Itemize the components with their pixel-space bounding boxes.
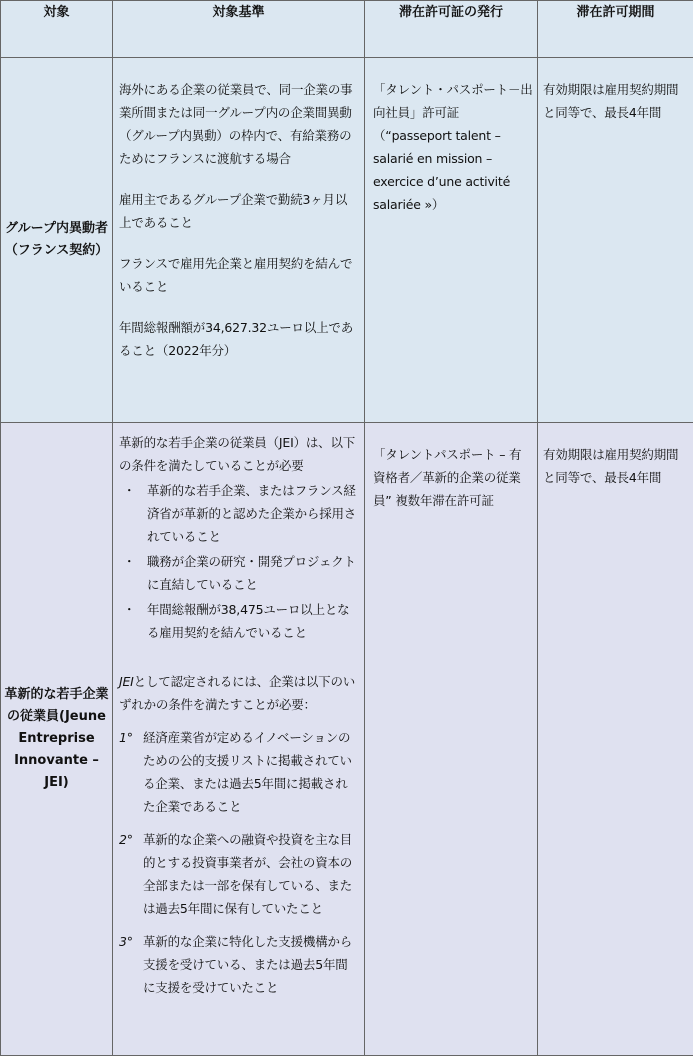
criteria-cell <box>113 58 365 423</box>
period-cell <box>538 58 693 423</box>
target-label: グループ内異動者 <box>3 218 110 240</box>
permit-cell <box>365 423 538 1056</box>
criteria-paragraph: 年間総報酬額が34,627.32ユーロ以上であること（2022年分） <box>119 316 358 362</box>
permit-cell <box>365 58 538 423</box>
list-item <box>119 550 358 596</box>
numbered-item-text: 経済産業省が定めるイノベーションのための公的支援リストに掲載されている企業、または過去5年間に掲載された企業であること <box>143 726 358 818</box>
list-item-text: 職務が企業の研究・開発プロジェクトに直結していること <box>147 550 358 596</box>
bullet-marker: ・ <box>119 598 147 644</box>
criteria-intro: 革新的な若手企業の従業員（JEI）は、以下の条件を満たしていることが必要 <box>119 431 358 477</box>
numbered-item-text: 革新的な企業への融資や投資を主な目的とする投資事業者が、会社の資本の全部または一部を保有している、または過去5年間に保有していたこと <box>143 828 358 920</box>
header-criteria: 対象基準 <box>113 1 365 58</box>
number-marker: 2° <box>119 828 143 920</box>
period-text: 有効期限は雇用契約期間と同等で、最長4年間 <box>543 443 689 489</box>
permit-text: 「タレント・パスポート－出向社員」許可証（“passeport talent – salarié en mission – exercice d’une activité salariée »） <box>373 78 533 216</box>
criteria-paragraph: フランスで雇用先企業と雇用契約を結んでいること <box>119 252 358 298</box>
jei-intro <box>119 670 358 716</box>
list-item <box>119 479 358 548</box>
target-label: 革新的な若手企業の従業員(Jeune Entreprise Innovante – JEI) <box>3 684 110 794</box>
bullet-marker: ・ <box>119 479 147 548</box>
list-item <box>119 598 358 644</box>
number-marker: 1° <box>119 726 143 818</box>
header-row <box>1 1 693 58</box>
numbered-item <box>119 726 358 818</box>
target-cell <box>1 423 113 1056</box>
criteria-paragraph: 海外にある企業の従業員で、同一企業の事業所間または同一グループ内の企業間異動（グループ内異動）の枠内で、有給業務のためにフランスに渡航する場合 <box>119 78 358 170</box>
list-item-text: 革新的な若手企業、またはフランス経済省が革新的と認めた企業から採用されていること <box>147 479 358 548</box>
permit-text: 「タレントパスポート – 有資格者／革新的企業の従業員” 複数年滞在許可証 <box>373 443 533 512</box>
header-permit: 滞在許可証の発行 <box>365 1 538 58</box>
numbered-item <box>119 930 358 999</box>
period-text: 有効期限は雇用契約期間と同等で、最長4年間 <box>543 78 689 124</box>
target-sublabel: （フランス契約） <box>3 240 110 262</box>
numbered-item <box>119 828 358 920</box>
number-marker: 3° <box>119 930 143 999</box>
header-period: 滞在許可期間 <box>538 1 693 58</box>
period-cell <box>538 423 693 1056</box>
jei-intro-text: として認定されるには、企業は以下のいずれかの条件を満たすことが必要： <box>119 674 355 712</box>
table-row-jei <box>1 423 693 1056</box>
numbered-item-text: 革新的な企業に特化した支援機構から支援を受けている、または過去5年間に支援を受けていたこと <box>143 930 358 999</box>
criteria-cell <box>113 423 365 1056</box>
criteria-paragraph: 雇用主であるグループ企業で勤続3ヶ月以上であること <box>119 188 358 234</box>
target-cell <box>1 58 113 423</box>
bullet-marker: ・ <box>119 550 147 596</box>
jei-prefix: JEI <box>119 674 134 689</box>
list-item-text: 年間総報酬が38,475ユーロ以上となる雇用契約を結んでいること <box>147 598 358 644</box>
header-target: 対象 <box>1 1 113 58</box>
table-row-intra-group <box>1 58 693 423</box>
